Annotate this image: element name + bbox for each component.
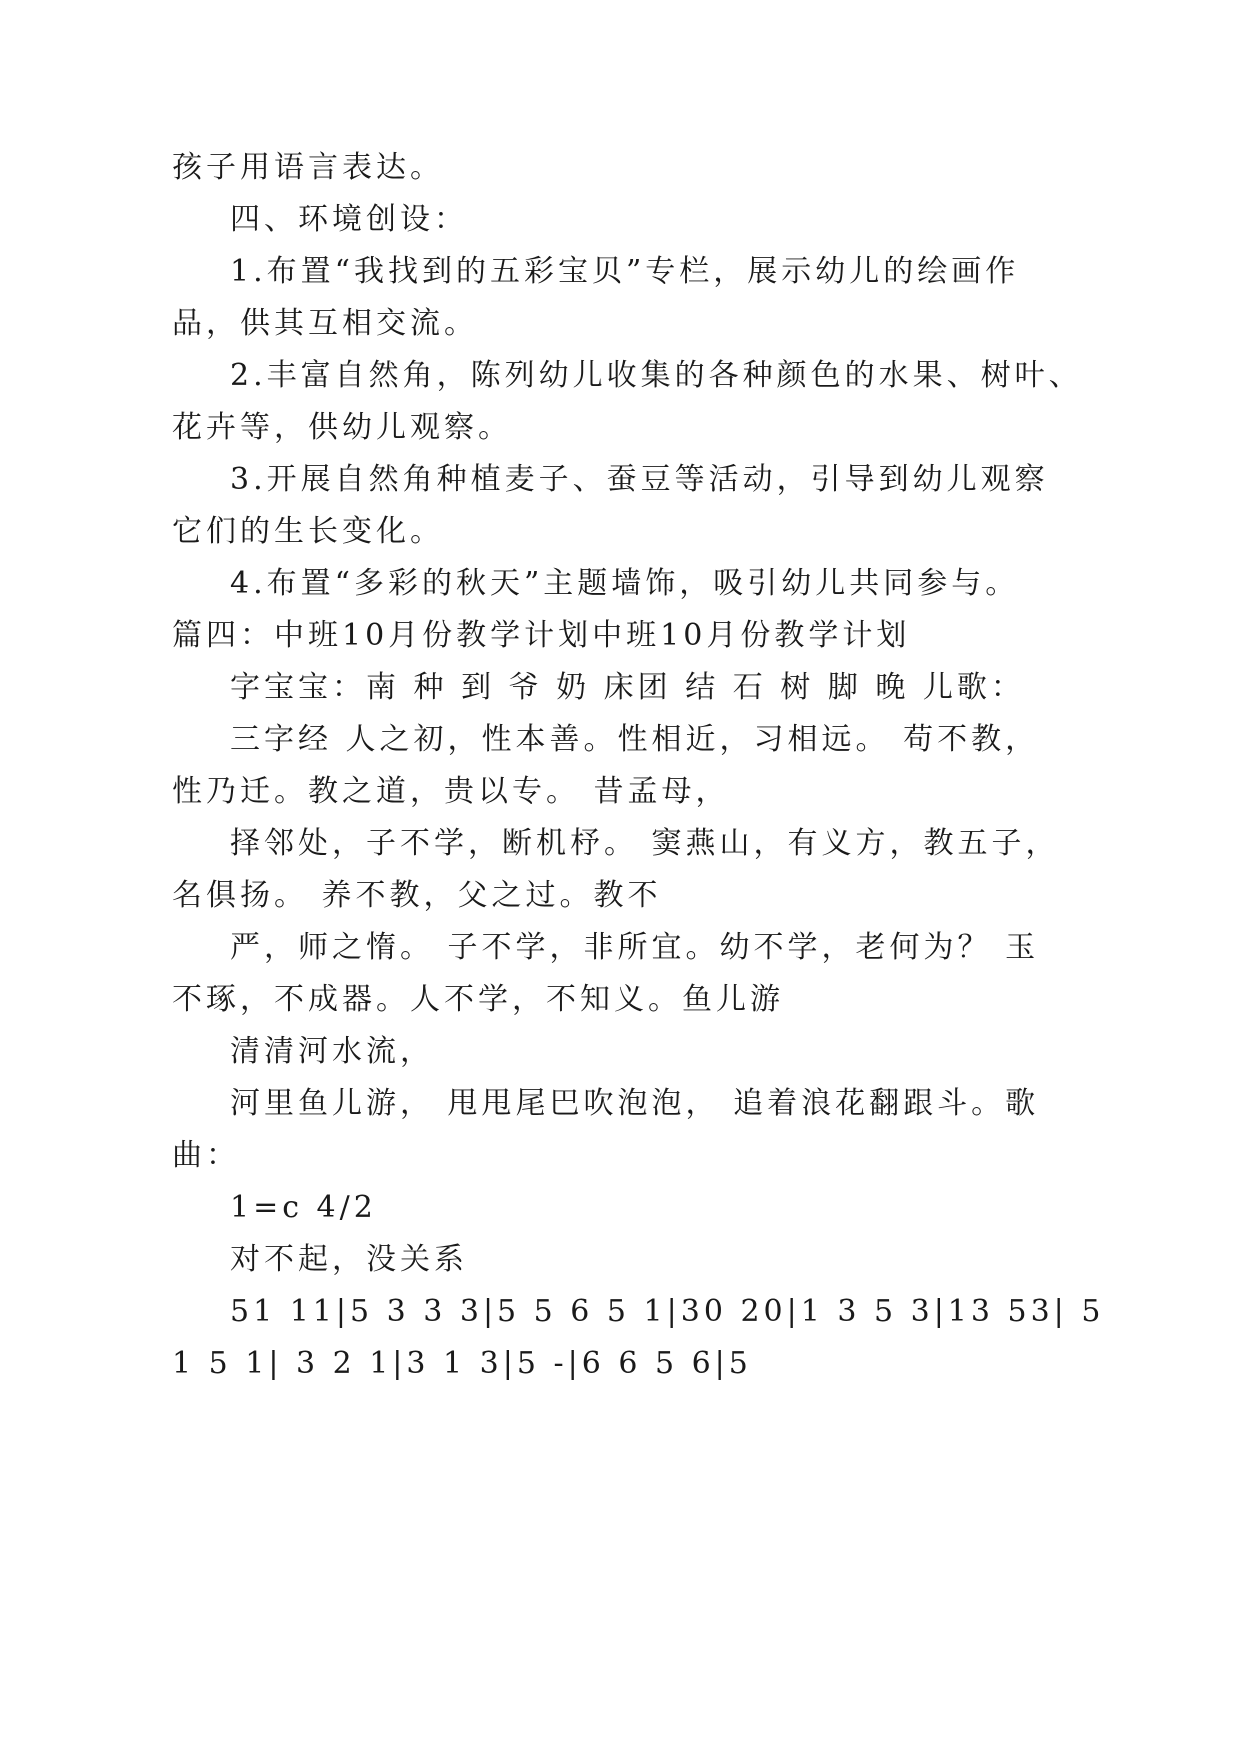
text-line-11: 字宝宝：南 种 到 爷 奶 床团 结 石 树 脚 晚 儿歌： <box>230 670 1025 705</box>
text-line-18: 清清河水流， <box>230 1034 434 1069</box>
text-line-6: 花卉等，供幼儿观察。 <box>172 410 512 445</box>
text-line-14: 择邻处，子不学，断机杼。 窦燕山，有义方，教五子， <box>230 826 1060 861</box>
music-key-signature: 1=c 4/2 <box>230 1190 377 1225</box>
text-line-20: 曲： <box>172 1138 240 1173</box>
song-title: 对不起，没关系 <box>230 1242 468 1277</box>
text-line-1: 孩子用语言表达。 <box>172 150 444 185</box>
section-heading-part-four: 篇四：中班10月份教学计划中班10月份教学计划 <box>172 618 911 653</box>
text-line-13: 性乃迁。教之道，贵以专。 昔孟母， <box>172 774 730 809</box>
text-line-7: 3.开展自然角种植麦子、蚕豆等活动，引导到幼儿观察 <box>230 462 1049 497</box>
text-line-4: 品，供其互相交流。 <box>172 306 478 341</box>
text-line-3: 1.布置“我找到的五彩宝贝”专栏，展示幼儿的绘画作 <box>230 254 1020 289</box>
text-line-9: 4.布置“多彩的秋天”主题墙饰，吸引幼儿共同参与。 <box>230 566 1020 601</box>
text-line-17: 不琢，不成器。人不学，不知义。鱼儿游 <box>172 982 784 1017</box>
music-notation-line-1: 51 11|5 3 3 3|5 5 6 5 1|30 20|1 3 5 3|13 53| 5 <box>230 1294 1105 1329</box>
text-line-19: 河里鱼儿游， 甩甩尾巴吹泡泡， 追着浪花翻跟斗。歌 <box>230 1086 1040 1121</box>
text-line-12: 三字经 人之初，性本善。性相近，习相远。 苟不教， <box>230 722 1040 757</box>
text-line-5: 2.丰富自然角，陈列幼儿收集的各种颜色的水果、树叶、 <box>230 358 1083 393</box>
section-heading-environment: 四、环境创设： <box>230 202 468 237</box>
music-notation-line-2: 1 5 1| 3 2 1|3 1 3|5 -|6 6 5 6|5 <box>172 1346 752 1381</box>
text-line-16: 严，师之惰。 子不学，非所宜。幼不学，老何为？ 玉 <box>230 930 1040 965</box>
text-line-15: 名俱扬。 养不教，父之过。教不 <box>172 878 662 913</box>
text-line-8: 它们的生长变化。 <box>172 514 444 549</box>
